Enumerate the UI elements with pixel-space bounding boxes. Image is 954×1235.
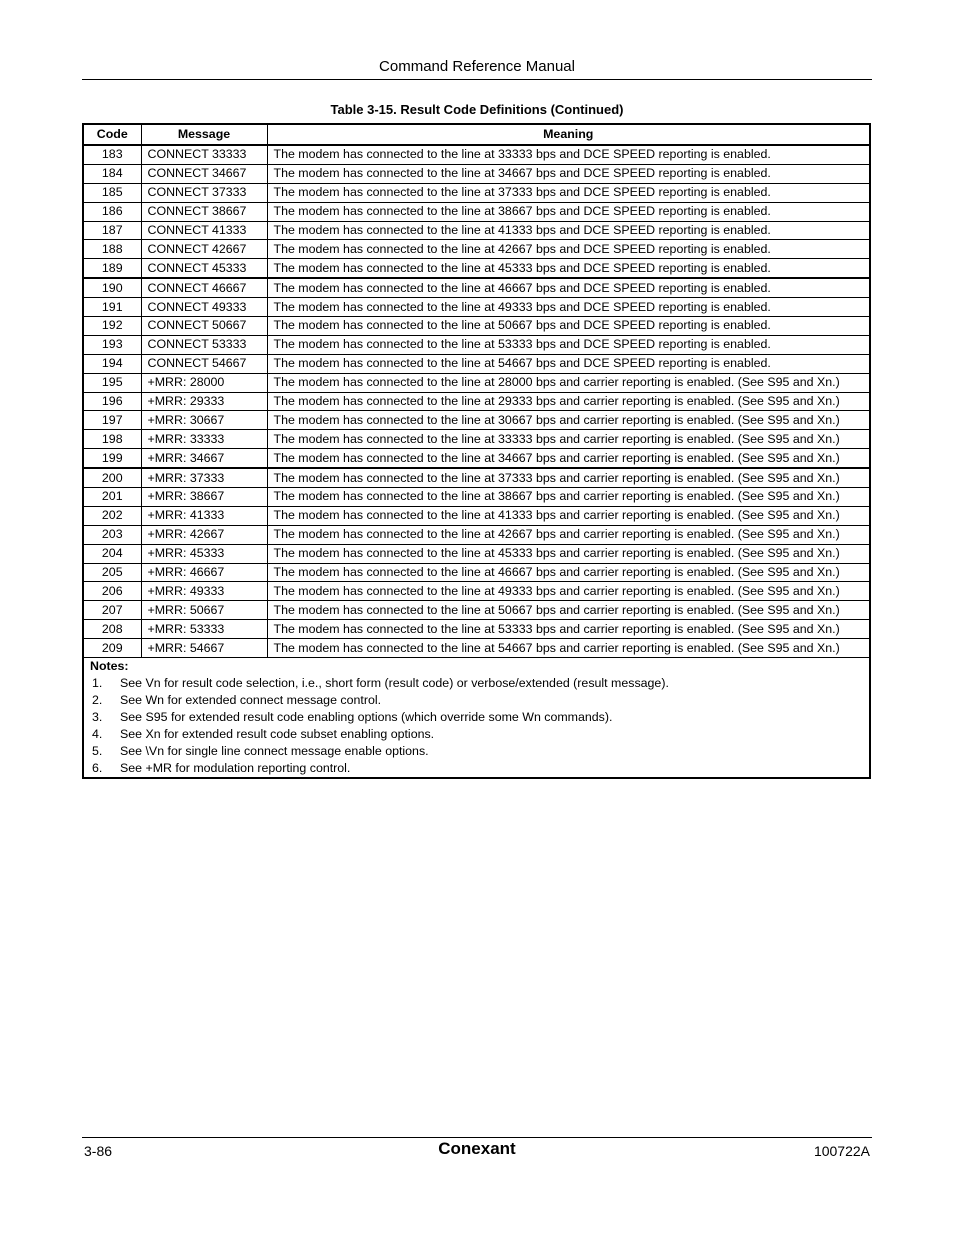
note-number: 4. (92, 727, 103, 742)
cell-code: 200 (83, 468, 141, 487)
cell-message: +MRR: 37333 (141, 468, 267, 487)
cell-code: 183 (83, 145, 141, 164)
cell-code: 197 (83, 411, 141, 430)
cell-meaning: The modem has connected to the line at 33333 bps and carrier reporting is enabled. (See S95 and Xn.) (267, 430, 870, 449)
cell-meaning: The modem has connected to the line at 54667 bps and carrier reporting is enabled. (See S95 and Xn.) (267, 639, 870, 658)
footer-doc-number: 100722A (813, 1143, 870, 1159)
cell-code: 193 (83, 335, 141, 354)
cell-meaning: The modem has connected to the line at 37333 bps and carrier reporting is enabled. (See S95 and Xn.) (267, 468, 870, 487)
table-row (83, 563, 870, 582)
page-header-title: Command Reference Manual (82, 58, 872, 80)
notes-cell (83, 658, 870, 779)
cell-code: 192 (83, 317, 141, 336)
note-number: 3. (92, 710, 103, 725)
cell-message: +MRR: 28000 (141, 373, 267, 392)
cell-meaning: The modem has connected to the line at 34667 bps and carrier reporting is enabled. (See S95 and Xn.) (267, 449, 870, 468)
table-row (83, 639, 870, 658)
cell-meaning: The modem has connected to the line at 45333 bps and DCE SPEED reporting is enabled. (267, 259, 870, 278)
note-item (90, 709, 863, 726)
cell-meaning: The modem has connected to the line at 46667 bps and DCE SPEED reporting is enabled. (267, 278, 870, 297)
cell-meaning: The modem has connected to the line at 49333 bps and DCE SPEED reporting is enabled. (267, 298, 870, 317)
table-row (83, 544, 870, 563)
cell-meaning: The modem has connected to the line at 41333 bps and DCE SPEED reporting is enabled. (267, 221, 870, 240)
cell-code: 199 (83, 449, 141, 468)
cell-meaning: The modem has connected to the line at 38667 bps and DCE SPEED reporting is enabled. (267, 202, 870, 221)
cell-meaning: The modem has connected to the line at 53333 bps and carrier reporting is enabled. (See S95 and Xn.) (267, 620, 870, 639)
note-item (90, 760, 863, 777)
table-row (83, 430, 870, 449)
note-text: See \Vn for single line connect message enable options. (120, 744, 429, 759)
cell-code: 207 (83, 601, 141, 620)
table-row (83, 298, 870, 317)
column-header-code: Code (83, 124, 141, 145)
column-header-message: Message (141, 124, 267, 145)
cell-meaning: The modem has connected to the line at 50667 bps and carrier reporting is enabled. (See S95 and Xn.) (267, 601, 870, 620)
table-row (83, 468, 870, 487)
notes-title: Notes: (90, 659, 129, 674)
table-row (83, 202, 870, 221)
note-number: 2. (92, 693, 103, 708)
cell-message: CONNECT 54667 (141, 354, 267, 373)
note-item (90, 726, 863, 743)
note-item (90, 743, 863, 760)
cell-message: +MRR: 49333 (141, 582, 267, 601)
note-number: 5. (92, 744, 103, 759)
cell-code: 194 (83, 354, 141, 373)
notes-row (83, 658, 870, 779)
cell-code: 191 (83, 298, 141, 317)
cell-message: +MRR: 50667 (141, 601, 267, 620)
cell-meaning: The modem has connected to the line at 50667 bps and DCE SPEED reporting is enabled. (267, 317, 870, 336)
cell-message: +MRR: 34667 (141, 449, 267, 468)
table-row (83, 259, 870, 278)
cell-message: CONNECT 41333 (141, 221, 267, 240)
cell-meaning: The modem has connected to the line at 54667 bps and DCE SPEED reporting is enabled. (267, 354, 870, 373)
table-row (83, 164, 870, 183)
cell-message: CONNECT 53333 (141, 335, 267, 354)
footer-company: Conexant (438, 1139, 516, 1158)
table-row (83, 183, 870, 202)
cell-meaning: The modem has connected to the line at 49333 bps and carrier reporting is enabled. (See S95 and Xn.) (267, 582, 870, 601)
cell-code: 195 (83, 373, 141, 392)
cell-code: 209 (83, 639, 141, 658)
cell-meaning: The modem has connected to the line at 53333 bps and DCE SPEED reporting is enabled. (267, 335, 870, 354)
table-row (83, 506, 870, 525)
note-item (90, 675, 863, 692)
note-text: See Xn for extended result code subset enabling options. (120, 727, 435, 742)
table-row (83, 335, 870, 354)
notes-list (90, 675, 863, 777)
note-text: See S95 for extended result code enabling options (which override some Wn commands). (120, 710, 613, 725)
cell-message: CONNECT 42667 (141, 240, 267, 259)
cell-meaning: The modem has connected to the line at 42667 bps and DCE SPEED reporting is enabled. (267, 240, 870, 259)
cell-meaning: The modem has connected to the line at 30667 bps and carrier reporting is enabled. (See S95 and Xn.) (267, 411, 870, 430)
cell-code: 206 (83, 582, 141, 601)
cell-message: CONNECT 37333 (141, 183, 267, 202)
table-row (83, 221, 870, 240)
table-header-row (83, 124, 870, 145)
table-row (83, 620, 870, 639)
cell-meaning: The modem has connected to the line at 41333 bps and carrier reporting is enabled. (See S95 and Xn.) (267, 506, 870, 525)
table-row (83, 354, 870, 373)
cell-code: 189 (83, 259, 141, 278)
note-text: See Vn for result code selection, i.e., short form (result code) or verbose/extended (result message). (120, 676, 669, 691)
note-number: 1. (92, 676, 103, 691)
cell-meaning: The modem has connected to the line at 45333 bps and carrier reporting is enabled. (See S95 and Xn.) (267, 544, 870, 563)
cell-message: +MRR: 53333 (141, 620, 267, 639)
cell-code: 185 (83, 183, 141, 202)
cell-meaning: The modem has connected to the line at 37333 bps and DCE SPEED reporting is enabled. (267, 183, 870, 202)
cell-meaning: The modem has connected to the line at 34667 bps and DCE SPEED reporting is enabled. (267, 164, 870, 183)
table-row (83, 240, 870, 259)
table-row (83, 278, 870, 297)
cell-code: 190 (83, 278, 141, 297)
note-number: 6. (92, 761, 103, 776)
result-code-table (82, 123, 871, 779)
table-caption: Table 3-15. Result Code Definitions (Continued) (330, 102, 624, 117)
cell-code: 203 (83, 525, 141, 544)
cell-code: 208 (83, 620, 141, 639)
cell-code: 196 (83, 392, 141, 411)
table-row (83, 488, 870, 507)
table-row (83, 449, 870, 468)
cell-code: 187 (83, 221, 141, 240)
cell-code: 186 (83, 202, 141, 221)
cell-message: CONNECT 38667 (141, 202, 267, 221)
cell-code: 184 (83, 164, 141, 183)
cell-message: +MRR: 29333 (141, 392, 267, 411)
footer-page-number: 3-86 (84, 1143, 113, 1159)
cell-meaning: The modem has connected to the line at 33333 bps and DCE SPEED reporting is enabled. (267, 145, 870, 164)
cell-meaning: The modem has connected to the line at 28000 bps and carrier reporting is enabled. (See S95 and Xn.) (267, 373, 870, 392)
cell-meaning: The modem has connected to the line at 29333 bps and carrier reporting is enabled. (See S95 and Xn.) (267, 392, 870, 411)
cell-message: +MRR: 38667 (141, 488, 267, 507)
table-row (83, 317, 870, 336)
table-row (83, 525, 870, 544)
table-row (83, 411, 870, 430)
cell-message: CONNECT 45333 (141, 259, 267, 278)
cell-message: +MRR: 30667 (141, 411, 267, 430)
table-row (83, 392, 870, 411)
cell-message: CONNECT 33333 (141, 145, 267, 164)
cell-message: +MRR: 46667 (141, 563, 267, 582)
cell-meaning: The modem has connected to the line at 38667 bps and carrier reporting is enabled. (See S95 and Xn.) (267, 488, 870, 507)
table-row (83, 582, 870, 601)
cell-message: CONNECT 34667 (141, 164, 267, 183)
table-row (83, 373, 870, 392)
cell-meaning: The modem has connected to the line at 46667 bps and carrier reporting is enabled. (See S95 and Xn.) (267, 563, 870, 582)
note-text: See Wn for extended connect message control. (120, 693, 382, 708)
note-item (90, 692, 863, 709)
cell-code: 204 (83, 544, 141, 563)
cell-code: 188 (83, 240, 141, 259)
note-text: See +MR for modulation reporting control. (120, 761, 351, 776)
cell-message: CONNECT 49333 (141, 298, 267, 317)
cell-meaning: The modem has connected to the line at 42667 bps and carrier reporting is enabled. (See S95 and Xn.) (267, 525, 870, 544)
table-row (83, 145, 870, 164)
cell-message: CONNECT 50667 (141, 317, 267, 336)
cell-message: +MRR: 33333 (141, 430, 267, 449)
cell-code: 198 (83, 430, 141, 449)
table-body (83, 145, 870, 658)
cell-message: +MRR: 45333 (141, 544, 267, 563)
cell-message: +MRR: 54667 (141, 639, 267, 658)
cell-message: CONNECT 46667 (141, 278, 267, 297)
cell-message: +MRR: 42667 (141, 525, 267, 544)
table-row (83, 601, 870, 620)
footer-divider (82, 1137, 872, 1138)
cell-code: 205 (83, 563, 141, 582)
cell-message: +MRR: 41333 (141, 506, 267, 525)
cell-code: 201 (83, 488, 141, 507)
cell-code: 202 (83, 506, 141, 525)
column-header-meaning: Meaning (267, 124, 870, 145)
